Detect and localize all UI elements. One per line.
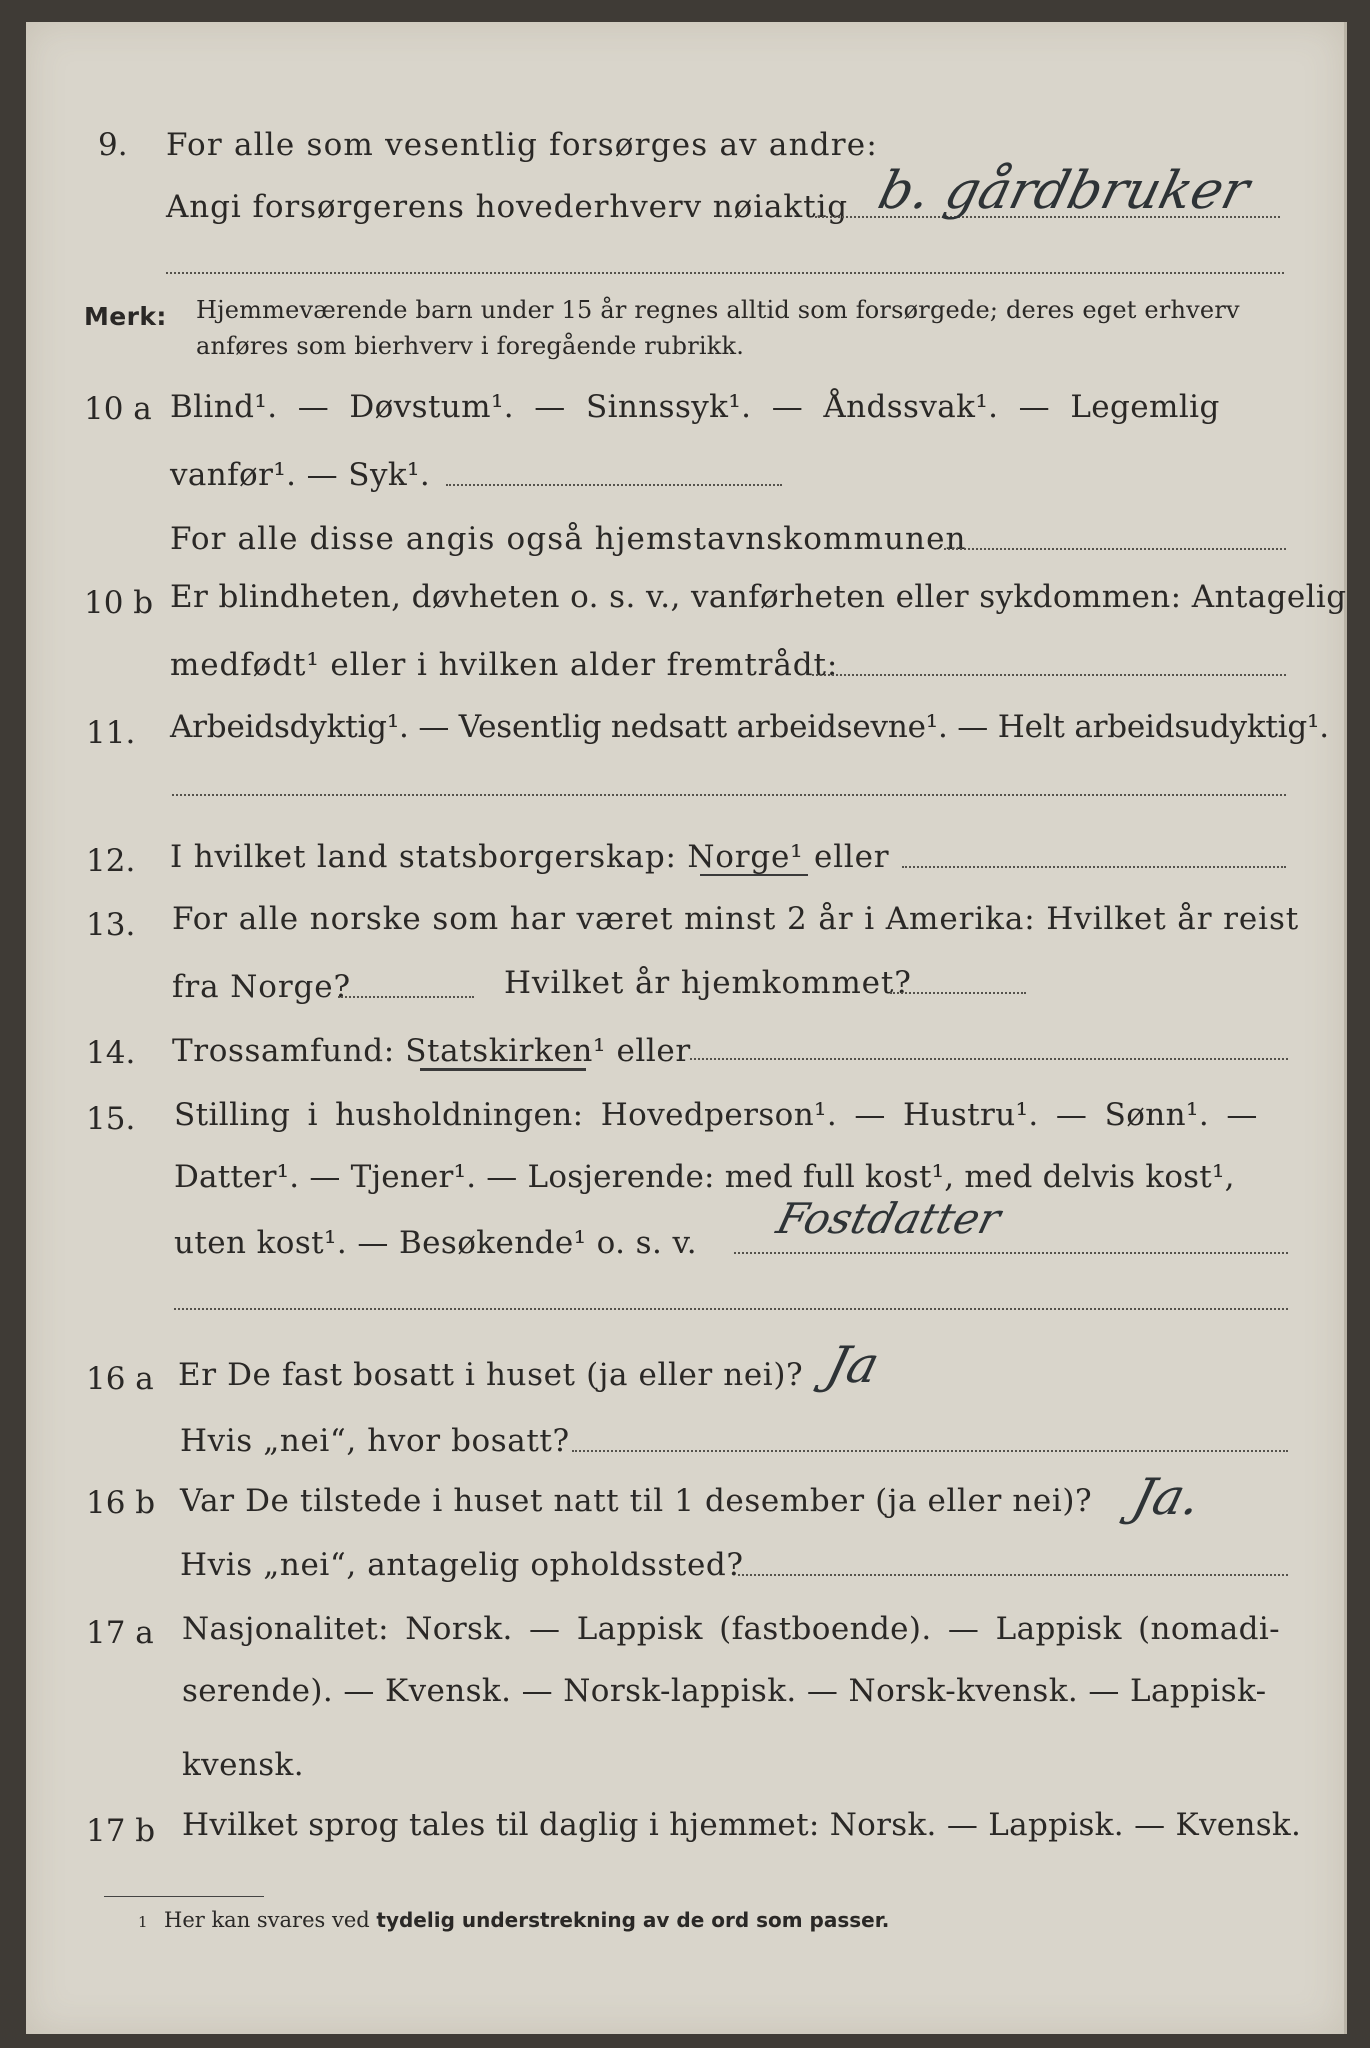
q10b-number: 10 b (84, 585, 154, 621)
q12-number: 12. (86, 843, 136, 879)
q14-statskirken-underline (420, 1068, 586, 1071)
merk-line2: anføres som bierhverv i foregående rubrikk. (196, 332, 745, 360)
q15-line1: Stilling i husholdningen: Hovedperson¹. — Hustru¹. — Sønn¹. — (174, 1097, 1258, 1133)
q10a-syk-line (446, 484, 782, 486)
q13-reist-line (338, 996, 474, 998)
page-edge (1344, 22, 1347, 2034)
q10b-answer-line (812, 674, 1286, 676)
q16a-answer-line (572, 1450, 1288, 1452)
footnote-text (164, 1906, 889, 1934)
q16b-line2: Hvis „nei“, antagelig opholdssted? (180, 1547, 744, 1583)
q16b-number: 16 b (86, 1485, 156, 1521)
merk-line1: Hjemmeværende barn under 15 år regnes alltid som forsørgede; deres eget erhverv (196, 296, 1240, 324)
q12-norge-underline (700, 874, 808, 876)
q13-number: 13. (86, 907, 136, 943)
q14-number: 14. (86, 1035, 136, 1071)
q16a-line1: Er De fast bosatt i huset (ja eller nei)? (178, 1357, 804, 1393)
footnote-text-bold: tydelig understrekning av de ord som passer. (376, 1908, 890, 1932)
q13-line1: For alle norske som har været minst 2 år i Amerika: Hvilket år reist (172, 901, 1300, 937)
q9-line2: Angi forsørgerens hovederhverv nøiaktig (166, 189, 849, 225)
q11-number: 11. (86, 715, 136, 751)
q11-answer-line (172, 794, 1286, 796)
q15-line3: uten kost¹. — Besøkende¹ o. s. v. (174, 1225, 697, 1261)
q12-line1: I hvilket land statsborgerskap: Norge¹ eller (170, 839, 890, 875)
q16b-line1: Var De tilstede i huset natt til 1 desember (ja eller nei)? (180, 1483, 1093, 1519)
q16a-handwritten-answer: Ja (820, 1336, 886, 1394)
q17b-number: 17 b (86, 1813, 156, 1849)
q9-number: 9. (98, 127, 128, 163)
q15-line2: Datter¹. — Tjener¹. — Losjerende: med full kost¹, med delvis kost¹, (174, 1159, 1235, 1195)
footnote-rule (104, 1896, 264, 1897)
q13-line2b: Hvilket år hjemkommet? (504, 965, 912, 1001)
q10a-line3: For alle disse angis også hjemstavnskommunen (170, 521, 967, 557)
q17a-line3: kvensk. (182, 1747, 304, 1783)
q15-answer-line (734, 1252, 1288, 1254)
q14-line1: Trossamfund: Statskirken¹ eller (172, 1033, 691, 1069)
q15-extra-line (174, 1308, 1288, 1310)
q17a-line1: Nasjonalitet: Norsk. — Lappisk (fastboende). — Lappisk (nomadi- (182, 1611, 1281, 1647)
q10a-number: 10 a (84, 391, 152, 427)
q10a-line1: Blind¹. — Døvstum¹. — Sinnssyk¹. — Åndssvak¹. — Legemlig (170, 389, 1220, 425)
q9-line1: For alle som vesentlig forsørges av andre: (166, 127, 878, 163)
q17b-line1: Hvilket sprog tales til daglig i hjemmet: Norsk. — Lappisk. — Kvensk. (182, 1807, 1302, 1843)
q17a-number: 17 a (86, 1615, 154, 1651)
merk-label: Merk: (84, 302, 167, 331)
q16b-answer-line (738, 1574, 1288, 1576)
q12-answer-line (902, 866, 1286, 868)
q14-answer-line (690, 1058, 1288, 1060)
q10a-kommune-line (944, 548, 1286, 550)
q15-handwritten-answer: Fostdatter (772, 1194, 1006, 1243)
footnote-text-plain: Her kan svares ved (164, 1908, 377, 1932)
q9-extra-line (166, 272, 1284, 274)
q10a-line2: vanfør¹. — Syk¹. (170, 457, 431, 493)
q15-number: 15. (86, 1101, 136, 1137)
q13-line2a: fra Norge? (172, 969, 352, 1005)
q13-hjemkommet-line (890, 992, 1026, 994)
q16a-number: 16 a (86, 1361, 154, 1397)
q10b-line2: medfødt¹ eller i hvilken alder fremtrådt: (170, 647, 839, 683)
q11-line1: Arbeidsdyktig¹. — Vesentlig nedsatt arbeidsevne¹. — Helt arbeidsudyktig¹. (170, 709, 1329, 745)
q16b-handwritten-answer: Ja. (1126, 1468, 1207, 1526)
q16a-line2: Hvis „nei“, hvor bosatt? (180, 1423, 570, 1459)
q9-handwritten-answer: b. gårdbruker (872, 161, 1256, 221)
footnote-mark: 1 (138, 1913, 148, 1931)
q17a-line2: serende). — Kvensk. — Norsk-lappisk. — Norsk-kvensk. — Lappisk- (182, 1673, 1267, 1709)
q10b-line1: Er blindheten, døvheten o. s. v., vanførheten eller sykdommen: Antagelig (170, 579, 1347, 615)
